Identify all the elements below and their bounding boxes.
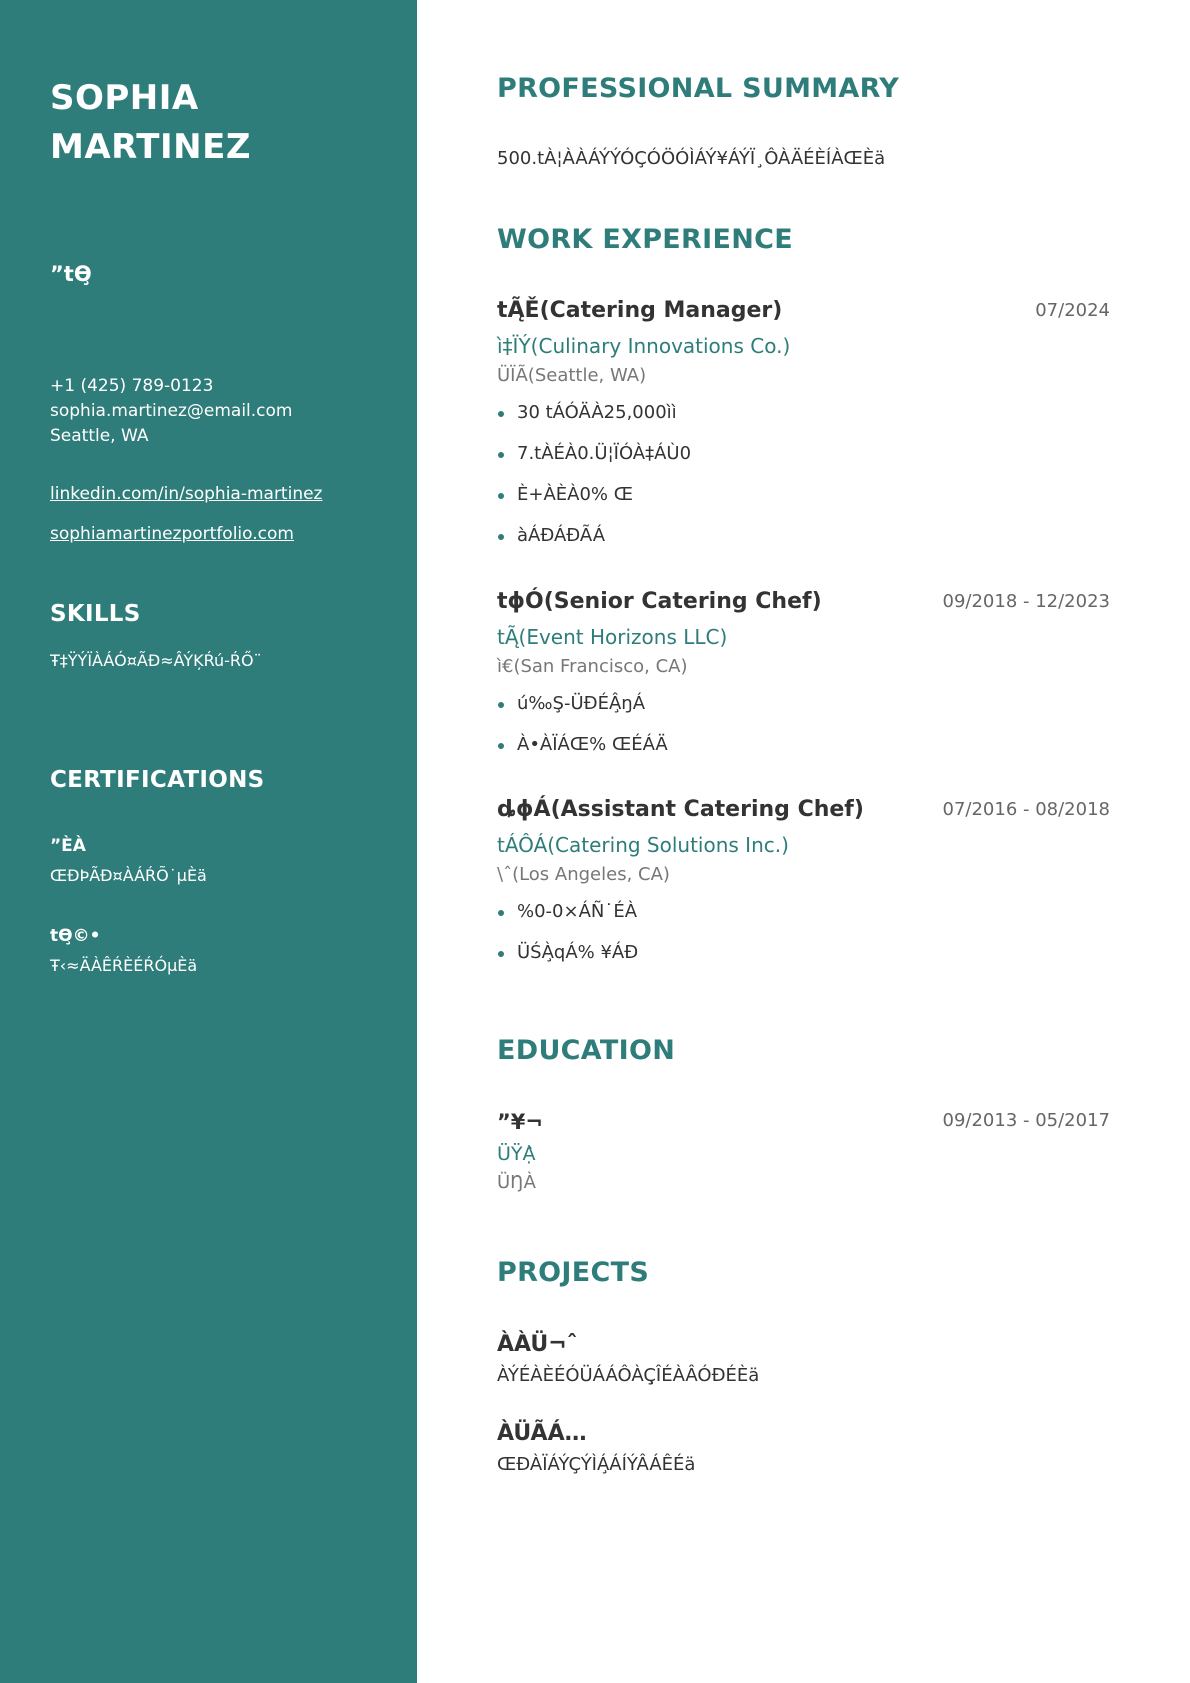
job-bullet-text: %0-0×ÁÑ˙ÉÀ	[517, 901, 638, 922]
sidebar	[0, 0, 417, 1683]
education-school: ÜŸẠ̀	[497, 1143, 536, 1165]
job-entry	[497, 589, 1110, 774]
job-location: ÜÏÃ(Seattle, WA)	[497, 365, 647, 386]
job-location: ì€(San Francisco, CA)	[497, 656, 688, 677]
certification-name: tӨ̧©•	[50, 926, 101, 946]
job-bullet	[497, 900, 1110, 941]
project-name: ÀÜÃÁ…	[497, 1421, 587, 1446]
job-entry	[497, 298, 1110, 565]
email-address: sophia.martinez@email.com	[50, 401, 293, 421]
job-bullet-text: È+ÀÈÀ0% Œ	[517, 484, 633, 505]
education-date: 09/2013 - 05/2017	[942, 1110, 1110, 1131]
job-bullets	[497, 401, 1110, 565]
bullet-dot-icon	[498, 743, 504, 749]
job-entry	[497, 797, 1110, 982]
job-bullet	[497, 692, 1110, 733]
job-title: tĄ̃Ě(Catering Manager)	[497, 298, 783, 323]
job-bullet	[497, 733, 1110, 774]
job-title: tϕÓ(Senior Catering Chef)	[497, 589, 822, 614]
job-company: ì‡ÏÝ(Culinary Innovations Co.)	[497, 334, 791, 358]
certification-name: ”ÈÀ	[50, 836, 86, 856]
job-bullet-text: àÁÐÁÐÃÁ	[517, 525, 606, 546]
project-name: ÀÀÜ¬ˆ	[497, 1332, 578, 1357]
job-bullet	[497, 401, 1110, 442]
bullet-dot-icon	[498, 534, 504, 540]
bullet-dot-icon	[498, 702, 504, 708]
job-bullet-text: ú‰Ş-ÜÐÉÂ̧ŋÁ	[517, 693, 646, 714]
summary-heading: PROFESSIONAL SUMMARY	[497, 73, 900, 104]
job-bullet	[497, 483, 1110, 524]
work-experience-heading: WORK EXPERIENCE	[497, 224, 793, 255]
job-date: 07/2024	[1035, 300, 1110, 321]
summary-text: 500.tÀ¦ÀÀÁÝÝÓÇÓÖÓÌÁÝ¥ÁÝÏ¸ÔÀÄÉÈÍÀŒÈä	[497, 148, 886, 169]
job-bullet	[497, 941, 1110, 982]
bullet-dot-icon	[498, 452, 504, 458]
project-description: ŒÐÀÏÁÝÇÝÌÁ̧ÁÍÝÂÁÊÉä	[497, 1454, 696, 1475]
certification-detail: ŒÐÞÃÐ¤ÀÁŔÕ˙μÈä	[50, 866, 207, 885]
job-company: tĄ̃(Event Horizons LLC)	[497, 625, 728, 649]
job-date: 09/2018 - 12/2023	[942, 591, 1110, 612]
bullet-dot-icon	[498, 493, 504, 499]
candidate-name: SOPHIA MARTINEZ	[50, 78, 251, 167]
job-bullets	[497, 900, 1110, 982]
job-bullet	[497, 524, 1110, 565]
certification-detail: Ŧ‹≈ÄÀÊŔÈÉŔÓμÈä	[50, 956, 198, 975]
phone-number: +1 (425) 789-0123	[50, 376, 214, 396]
job-bullet-text: 30 tÁÓÄÀ25,000ìì	[517, 402, 677, 423]
project-entry	[497, 1421, 695, 1475]
bullet-dot-icon	[498, 951, 504, 957]
project-entry	[497, 1332, 759, 1386]
bullet-dot-icon	[498, 910, 504, 916]
portfolio-link[interactable]: sophiamartinezportfolio.com	[50, 524, 294, 544]
project-description: ÀÝÉÀÈÉÓÜÁÁÔÀÇ̧ÎÉÀÂÓÐÉÈä	[497, 1365, 760, 1386]
job-bullet-text: 7.tÀÉÀ0.Ü¦ÏÓÀ‡ÁÙ0	[517, 443, 692, 464]
education-location: ÜŊÀ	[497, 1172, 536, 1193]
job-bullet	[497, 442, 1110, 483]
job-company: tÁÔÁ(Catering Solutions Inc.)	[497, 833, 789, 857]
certifications-heading: CERTIFICATIONS	[50, 767, 265, 793]
job-date: 07/2016 - 08/2018	[942, 799, 1110, 820]
skills-list: Ŧ‡ŸÝÏÀÁÓ¤ÃÐ≈ÂÝĶŔú-ŔŐ¨	[50, 651, 262, 670]
job-title: ȡϕÁ(Assistant Catering Chef)	[497, 797, 864, 822]
projects-heading: PROJECTS	[497, 1257, 650, 1288]
education-heading: EDUCATION	[497, 1035, 676, 1066]
contact-location: Seattle, WA	[50, 426, 149, 446]
contact-block	[50, 374, 292, 449]
job-bullets	[497, 692, 1110, 774]
education-degree: ”¥¬	[497, 1110, 544, 1134]
job-bullet-text: ÜŚÀ̧qÁ% ¥ÁÐ	[517, 942, 639, 963]
job-location: \ˆ(Los Angeles, CA)	[497, 864, 670, 885]
skills-heading: SKILLS	[50, 601, 141, 627]
main-content	[417, 0, 1190, 1683]
sidebar-subtitle: ”tӨ̧	[50, 262, 92, 286]
linkedin-link[interactable]: linkedin.com/in/sophia-martinez	[50, 484, 323, 504]
education-entry	[497, 1110, 1110, 1193]
job-bullet-text: À•ÀÏÁŒ% ŒÉÁÄ	[517, 734, 668, 755]
bullet-dot-icon	[498, 411, 504, 417]
